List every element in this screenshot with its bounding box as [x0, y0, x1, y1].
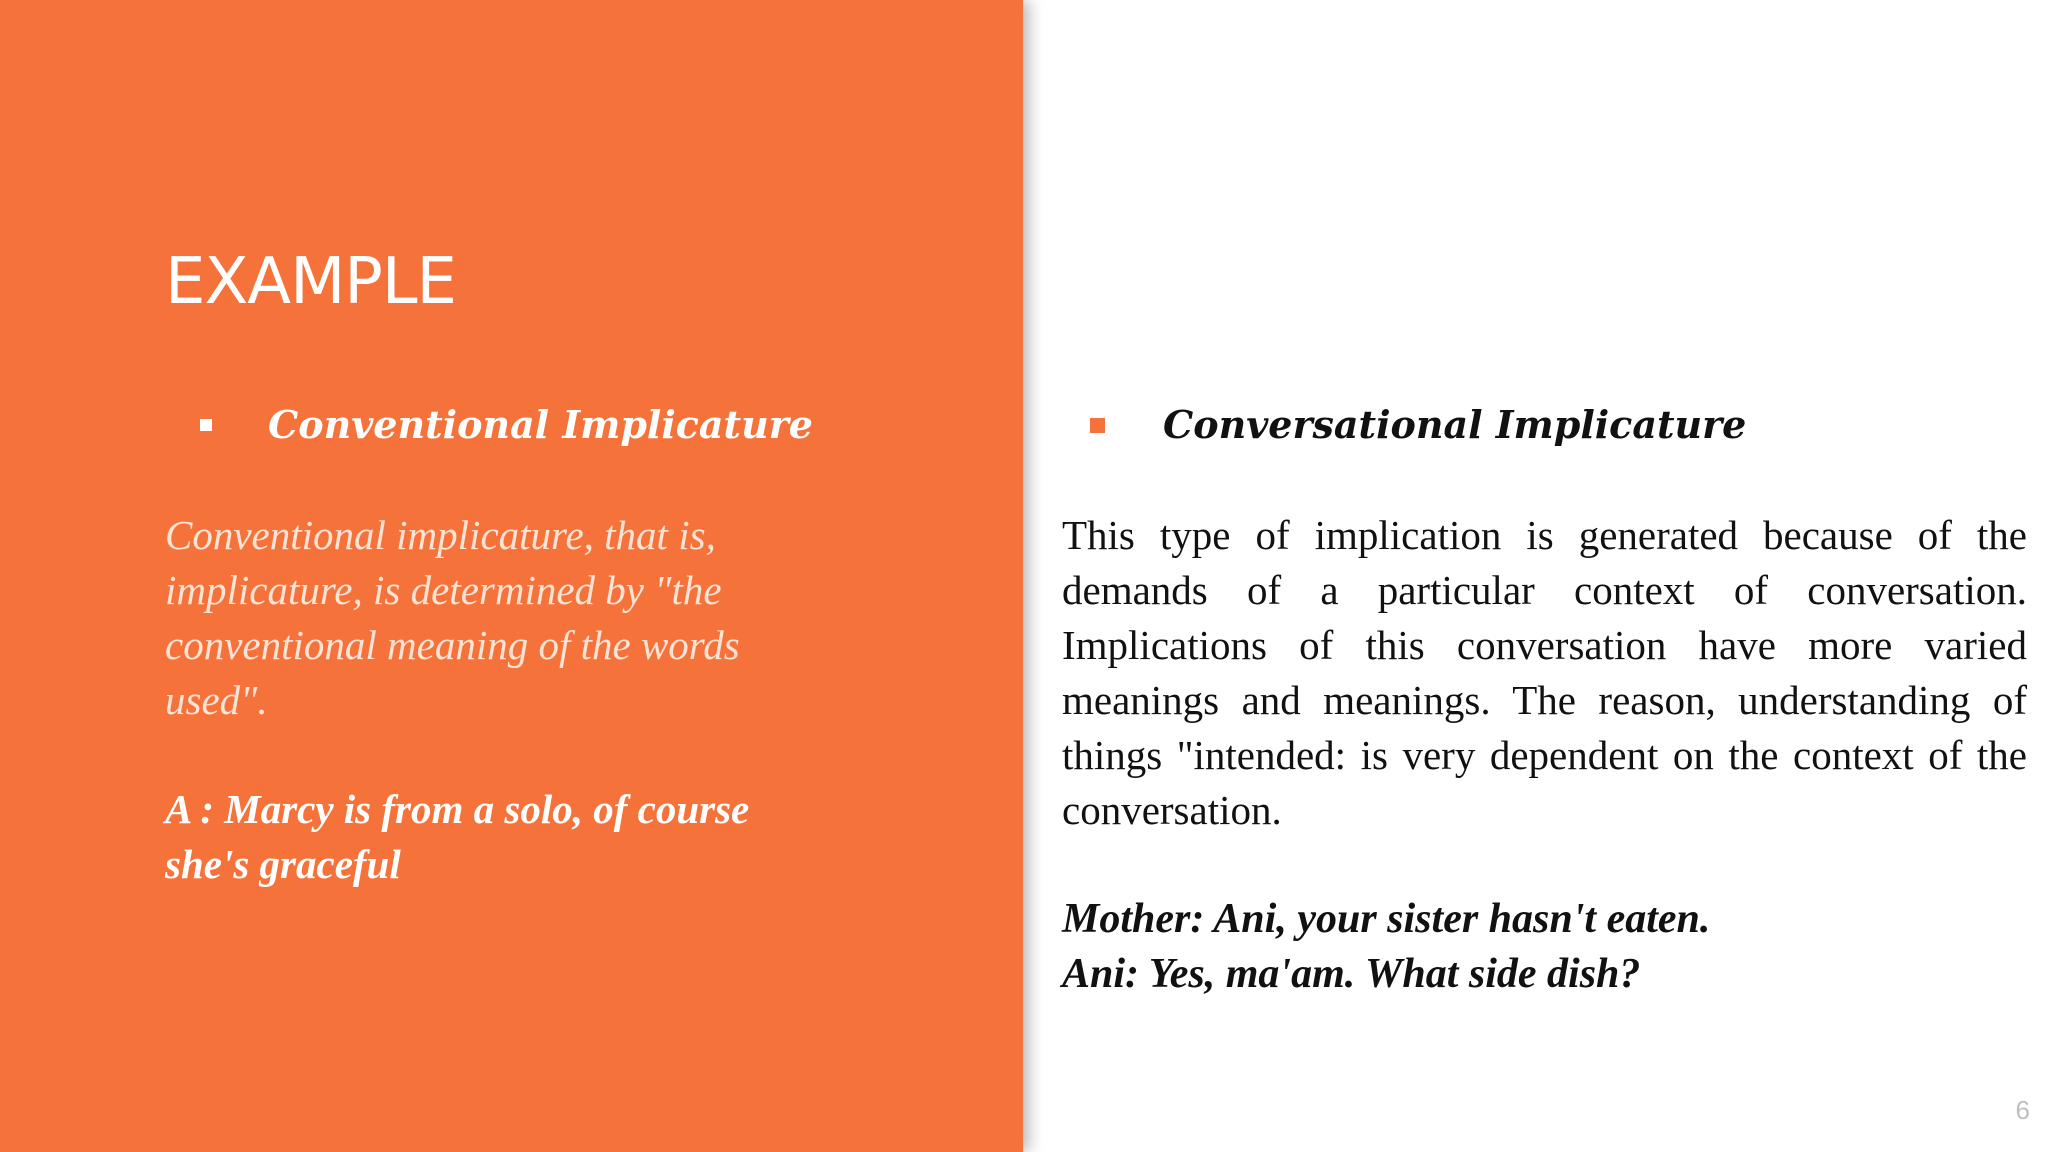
bullet-label-conventional: Conventional Implicature: [268, 402, 813, 447]
bullet-label-conversational: Conversational Implicature: [1163, 402, 1747, 447]
slide-title: EXAMPLE: [165, 245, 456, 319]
bullet-conventional: [200, 400, 813, 450]
page-number: 6: [2015, 1095, 2030, 1125]
example-line-mother: Mother: Ani, your sister hasn't eaten.: [1062, 896, 1711, 942]
conventional-example: A : Marcy is from a solo, of course she's graceful: [165, 786, 750, 887]
conventional-definition: Conventional implicature, that is, implicature, is determined by "the conventional meaning of the words used".: [165, 512, 740, 723]
conversational-definition: This type of implication is generated because of the demands of a particular context of conversation. Implications of this conversation have more varied meanings and meanings. The reason, understanding of things "intended: is very dependent on the context of the conversation.: [1062, 512, 2027, 833]
square-bullet-icon: [1090, 418, 1105, 433]
left-panel: [0, 0, 1023, 1152]
bullet-conversational: [1090, 400, 1746, 450]
square-bullet-icon: [200, 419, 212, 431]
example-line-ani: Ani: Yes, ma'am. What side dish?: [1062, 951, 1641, 997]
conversational-example: [1062, 892, 2022, 1002]
